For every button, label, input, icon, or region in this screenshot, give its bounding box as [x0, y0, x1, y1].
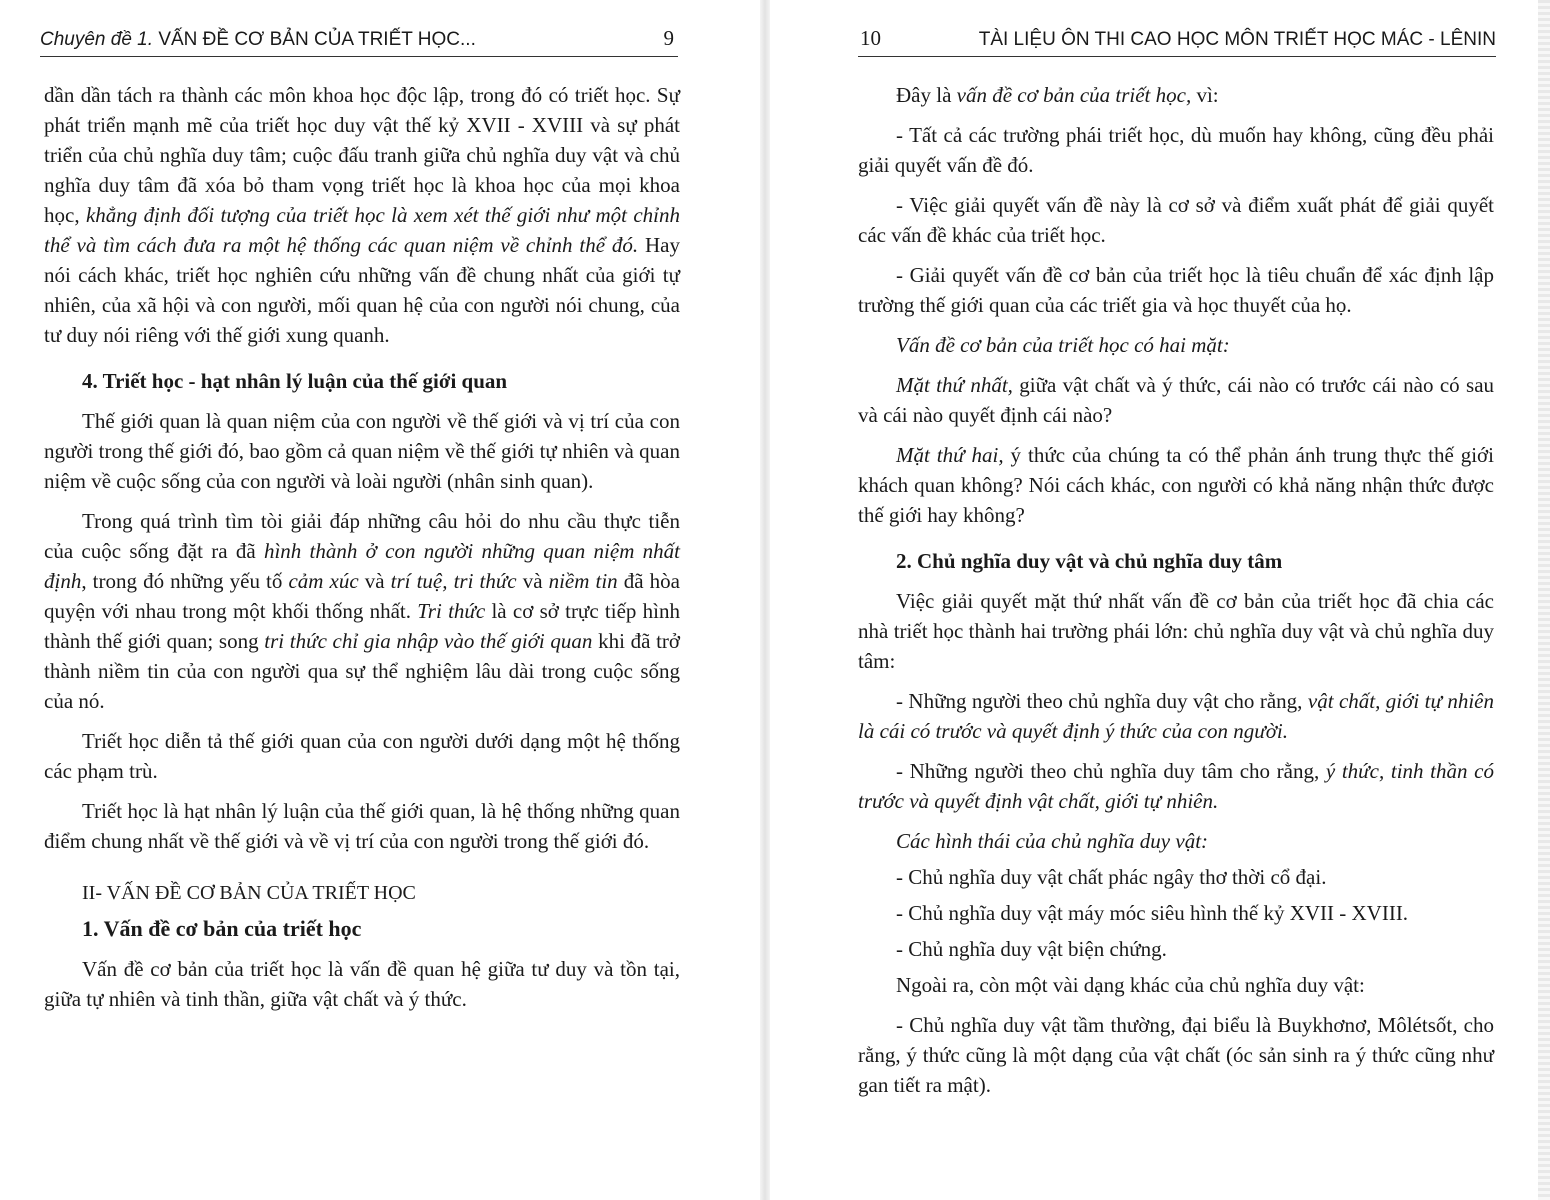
chapter-prefix: Chuyên đề 1. — [40, 29, 154, 50]
italic-run: hình thành ở con người những quan niệm nhất định — [44, 539, 680, 593]
text-run: là cơ sở trực tiếp hình thành thế giới quan; song — [44, 599, 680, 653]
section-heading-1: 1. Vấn đề cơ bản của triết học — [82, 916, 362, 941]
paragraph: Vấn đề cơ bản của triết học là vấn đề quan hệ giữa tư duy và tồn tại, giữa tự nhiên và tinh thần, giữa vật chất và ý thức. — [44, 957, 680, 1011]
text-run: đã hòa quyện với nhau trong một khối thống nhất. — [44, 569, 680, 623]
italic-run: niềm tin — [548, 569, 618, 593]
page-edge — [1538, 0, 1550, 1200]
text-run: khi đã trở thành niềm tin của con người qua sự thể nghiệm lâu dài trong cuộc sống của nó. — [44, 629, 680, 713]
text-run: và — [516, 569, 549, 593]
paragraph: - Chủ nghĩa duy vật tầm thường, đại biểu là Buykhơnơ, Môlétsốt, cho rằng, ý thức cũng là một dạng của vật chất (óc sản sinh ra ý thức cũng như gan tiết ra mật). — [858, 1013, 1494, 1097]
text-run: Hay nói cách khác, triết học nghiên cứu những vấn đề chung nhất của giới tự nhiên, của xã hội và con người, mối quan hệ của con người nói chung, của tư duy nói riêng với thế giới xung quanh. — [44, 233, 680, 347]
paragraph: Ngoài ra, còn một vài dạng khác của chủ nghĩa duy vật: — [896, 973, 1365, 997]
paragraph — [858, 370, 1494, 430]
paragraph — [44, 506, 680, 716]
text-run: - Những người theo chủ nghĩa duy tâm cho rằng, — [896, 759, 1326, 783]
section-heading-2: 2. Chủ nghĩa duy vật và chủ nghĩa duy tâm — [896, 549, 1283, 573]
text-run: Đây là — [896, 83, 957, 107]
right-page-header — [858, 22, 1496, 57]
paragraph — [858, 756, 1494, 816]
text-run: dần dần tách ra thành các môn khoa học độc lập, trong đó có triết học. Sự phát triển mạnh mẽ của triết học duy vật thế kỷ XVII - XVIII và sự phát triển của chủ nghĩa duy tâm; cuộc đấu tranh giữa chủ nghĩa duy vật và chủ nghĩa duy tâm đã xóa bỏ tham vọng triết học là khoa học của mọi khoa học, — [44, 83, 680, 227]
text-run: ý thức của chúng ta có thể phản ánh trung thực thế giới khách quan không? Nói cách khác, con người có khả năng nhận thức được thế giới hay không? — [858, 443, 1494, 527]
paragraph — [858, 440, 1494, 530]
right-page-number: 10 — [860, 26, 881, 50]
list-item: - Chủ nghĩa duy vật chất phác ngây thơ thời cổ đại. — [896, 865, 1327, 889]
paragraph: - Giải quyết vấn đề cơ bản của triết học là tiêu chuẩn để xác định lập trường thế giới quan của các triết gia và học thuyết của họ. — [858, 263, 1494, 317]
paragraph: Triết học là hạt nhân lý luận của thế giới quan, là hệ thống những quan điểm chung nhất về thế giới và về vị trí của con người trong thế giới đó. — [44, 799, 680, 853]
italic-run: tri thức chỉ gia nhập vào thế giới quan — [264, 629, 593, 653]
right-page — [770, 0, 1550, 1200]
section-heading-4: 4. Triết học - hạt nhân lý luận của thế giới quan — [82, 369, 508, 393]
right-page-body — [858, 80, 1494, 1110]
paragraph: Triết học diễn tả thế giới quan của con người dưới dạng một hệ thống các phạm trù. — [44, 729, 680, 783]
italic-run: cảm xúc — [288, 569, 359, 593]
text-run: Trong quá trình tìm tòi giải đáp những câu hỏi do nhu cầu thực tiễn của cuộc sống đặt ra đã — [44, 509, 680, 563]
paragraph — [44, 80, 680, 350]
text-run: , trong đó những yếu tố — [81, 569, 289, 593]
right-running-title: TÀI LIỆU ÔN THI CAO HỌC MÔN TRIẾT HỌC MÁC - LÊNIN — [978, 29, 1496, 50]
italic-run: trí tuệ, tri thức — [390, 569, 517, 593]
section-title-ii: II- VẤN ĐỀ CƠ BẢN CỦA TRIẾT HỌC — [82, 882, 416, 904]
italic-run: Mặt thứ nhất, — [896, 373, 1013, 397]
paragraph: Việc giải quyết mặt thứ nhất vấn đề cơ bản của triết học đã chia các nhà triết học thành hai trường phái lớn: chủ nghĩa duy vật và chủ nghĩa duy tâm: — [858, 589, 1494, 673]
paragraph — [858, 80, 1494, 110]
chapter-title: VẤN ĐỀ CƠ BẢN CỦA TRIẾT HỌC... — [158, 29, 476, 50]
left-page-number: 9 — [663, 26, 674, 50]
text-run: giữa vật chất và ý thức, cái nào có trước cái nào có sau và cái nào quyết định cái nào? — [858, 373, 1495, 427]
left-page-body — [44, 80, 680, 1024]
left-running-title — [40, 29, 476, 51]
italic-run: ý thức, tinh thần có trước và quyết định vật chất, giới tự nhiên. — [858, 759, 1494, 813]
paragraph: Các hình thái của chủ nghĩa duy vật: — [896, 829, 1209, 853]
paragraph: - Việc giải quyết vấn đề này là cơ sở và điểm xuất phát để giải quyết các vấn đề khác của triết học. — [858, 193, 1494, 247]
paragraph: - Tất cả các trường phái triết học, dù muốn hay không, cũng đều phải giải quyết vấn đề đó. — [858, 123, 1494, 177]
italic-run: vấn đề cơ bản của triết học, — [956, 83, 1192, 107]
paragraph — [858, 686, 1494, 746]
paragraph: Vấn đề cơ bản của triết học có hai mặt: — [896, 333, 1230, 357]
italic-run: vật chất, giới tự nhiên là cái có trước và quyết định ý thức của con người. — [858, 689, 1494, 743]
left-page-header — [40, 22, 678, 57]
text-run: và — [358, 569, 391, 593]
book-gutter — [760, 0, 770, 1200]
italic-run: Mặt thứ hai, — [896, 443, 1004, 467]
italic-run: Tri thức — [417, 599, 486, 623]
text-run: vì: — [1191, 83, 1219, 107]
left-page — [0, 0, 760, 1200]
list-item: - Chủ nghĩa duy vật máy móc siêu hình thế kỷ XVII - XVIII. — [896, 901, 1409, 925]
list-item: - Chủ nghĩa duy vật biện chứng. — [896, 937, 1167, 961]
paragraph: Thế giới quan là quan niệm của con người về thế giới và vị trí của con người trong thế giới đó, bao gồm cả quan niệm về thế giới tự nhiên và quan niệm về cuộc sống của con người và loài người (nhân sinh quan). — [44, 409, 680, 493]
text-run: - Những người theo chủ nghĩa duy vật cho rằng, — [896, 689, 1308, 713]
italic-run: khẳng định đối tượng của triết học là xem xét thế giới như một chỉnh thể và tìm cách đưa ra một hệ thống các quan niệm về chỉnh thể đó. — [44, 203, 680, 257]
